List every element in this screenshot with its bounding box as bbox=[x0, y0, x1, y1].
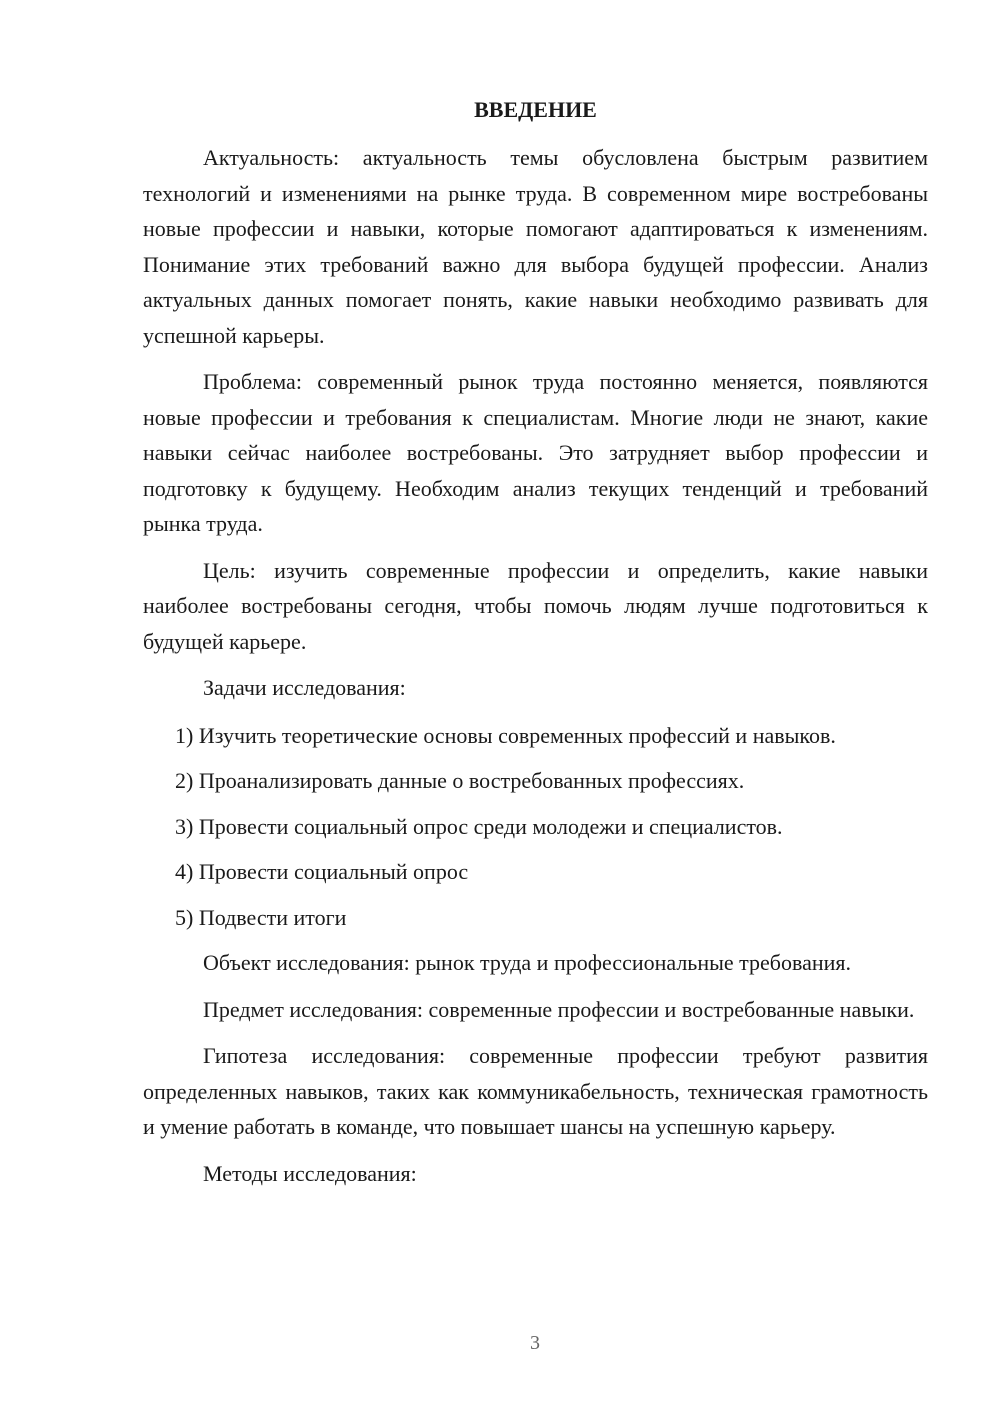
tasks-list bbox=[143, 718, 928, 936]
list-item: 5) Подвести итоги bbox=[175, 904, 347, 930]
list-item: 3) Провести социальный опрос среди молодежи и специалистов. bbox=[175, 813, 783, 839]
list-item: 4) Провести социальный опрос bbox=[175, 859, 469, 884]
methods-label: Методы исследования: bbox=[203, 1160, 417, 1186]
goal-paragraph: Цель: изучить современные профессии и определить, какие навыки наиболее востребованы сегодня, чтобы помочь людям лучше подготовиться к будущей карьере. bbox=[143, 557, 928, 654]
problem-paragraph: Проблема: современный рынок труда постоянно меняется, появляются новые профессии и требования к специалистам. Многие люди не знают, какие навыки сейчас наиболее востребованы. Это затрудняет выбор профессии и подготовку к будущему. Необходим анализ текущих тенденций и требований рынка труда. bbox=[143, 369, 928, 536]
tasks-label: Задачи исследования: bbox=[203, 675, 406, 700]
relevance-paragraph: Актуальность: актуальность темы обусловлена быстрым развитием технологий и изменениями на рынке труда. В современном мире востребованы новые профессии и навыки, которые помогают адаптироваться к изменениям. Понимание этих требований важно для выбора будущей профессии. Анализ актуальных данных помогает понять, какие навыки необходимо развивать для успешной карьеры. bbox=[143, 145, 928, 348]
subject-paragraph: Предмет исследования: современные профессии и востребованные навыки. bbox=[203, 996, 915, 1022]
document-page bbox=[143, 90, 928, 1202]
page-number: 3 bbox=[530, 1332, 540, 1354]
list-item: 2) Проанализировать данные о востребованных профессиях. bbox=[175, 768, 745, 793]
object-paragraph: Объект исследования: рынок труда и профессиональные требования. bbox=[203, 950, 852, 975]
hypothesis-paragraph: Гипотеза исследования: современные профессии требуют развития определенных навыков, таких как коммуникабельность, техническая грамотность и умение работать в команде, что повышает шансы на успешную карьеру. bbox=[143, 1043, 928, 1139]
list-item: 1) Изучить теоретические основы современных профессий и навыков. bbox=[175, 722, 836, 748]
page-title: ВВЕДЕНИЕ bbox=[474, 97, 597, 122]
